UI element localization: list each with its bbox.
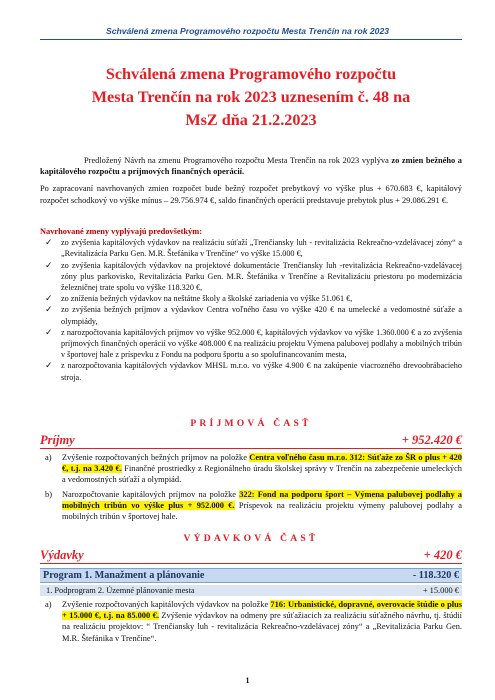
list-item: ✓ zo zvýšenia kapitálových výdavkov na realizáciu súťaží „Trenčiansky luh - revitalizácia Rekreačno-vzdelávacej zóny“ a „Revitalizácia Parku Gen. M.R. Štefánika v Trenčíne“ vo výške 15.000 €, bbox=[45, 237, 462, 259]
list-item: ✓ zo zníženia bežných výdavkov na neštátne školy a školské zariadenia vo výške 51.061 €, bbox=[45, 293, 353, 304]
expense-total-value: + 420 € bbox=[423, 548, 462, 562]
title-line: Schválená zmena Programového rozpočtu bbox=[105, 65, 397, 83]
check-bullet-icon: ✓ bbox=[45, 237, 53, 248]
expense-list bbox=[40, 599, 462, 644]
intro-paragraph-2: Po zapracovaní navrhovaných zmien rozpočet bude bežný rozpočet prebytkový vo výške plus + 670.683 €, kapitálový rozpočet schodkový vo výške mínus – 29.756.974 €, saldo finančných operácií predstavuje prebytok plus + 29.086.291 €. bbox=[40, 184, 462, 205]
changes-list bbox=[40, 237, 462, 383]
check-bullet-icon: ✓ bbox=[45, 304, 53, 315]
intro-paragraph-1 bbox=[40, 155, 462, 177]
check-bullet-icon: ✓ bbox=[45, 293, 53, 304]
expense-section-heading: VÝDAVKOVÁ ČASŤ bbox=[183, 533, 319, 544]
expense-total-row bbox=[40, 548, 462, 564]
podprogram-label: 1. Podprogram 2. Územné plánovanie mesta bbox=[46, 586, 195, 595]
revenue-items bbox=[40, 452, 462, 522]
revenue-total-value: + 952.420 € bbox=[401, 433, 462, 447]
podprogram-row bbox=[40, 585, 462, 596]
list-item: ✓ z narozpočtovania kapitálových výdavkov MHSL m.r.o. vo výške 4.900 € na zakúpenie viacrozného drevoobrábacieho stroja. bbox=[45, 360, 462, 382]
list-item: ✓ zo zvýšenia kapitálových výdavkov na projektové dokumentácie Trenčiansky luh -revitalizácia Rekreačno-vzdelávacej zóny plus parkovisko, Revitalizácia Parku Gen. M.R. Štefánika v Trenčíne a Revitalizáciu priestoru po modernizácia železničnej trate spolu vo výške 118.320 €, bbox=[45, 259, 462, 293]
list-item: ✓ z narozpočtovania kapitálových príjmov vo výške 952.000 €, kapitálových výdavkov vo výške 1.360.000 € a zo zvýšenia príjmových finančných operácií vo výške 408.000 € na realizáciu projektu Výmena palubovej podlahy a mobilných tribún v športovej hale z príspevku z Fondu na podporu športu a so spolufinancovaním mesta, bbox=[45, 326, 462, 360]
list-item: a) Zvýšenie rozpočtovaných kapitálových výdavkov na položke 716: Urbanistické, dopravné, overovacie štúdie o plus + 15.000 €, t.j. na 85.000 €. Zvýšenie výdavkov na odmeny pre súťažiacich za realizáciu súťažného návrhu, tj. štúdií na realizáciu projektov: “ Trenčiansky luh - revitalizácia Rekreačno-vzdelávacej zóny“ a „Revitalizácia Parku Gen. M.R. Štefánika v Trenčíne“. bbox=[45, 600, 462, 643]
intro-text: Predložený Návrh na zmenu Programového rozpočtu Mesta Trenčín na rok 2023 vyplýva bbox=[84, 156, 392, 165]
list-item: ✓ zo zvýšenia bežných príjmov a výdavkov Centra voľného času vo výške 420 € na umelecké a vedomostné súťaže a olympiády, bbox=[45, 304, 462, 326]
page-number: 1 bbox=[245, 676, 250, 685]
revenue-total-label: Príjmy bbox=[40, 433, 75, 447]
changes-section bbox=[40, 226, 462, 383]
revenue-total-row bbox=[40, 433, 462, 449]
title-line: Mesta Trenčín na rok 2023 uznesením č. 48 na bbox=[91, 88, 411, 106]
check-bullet-icon: ✓ bbox=[45, 360, 53, 371]
program-label: Program 1. Manažment a plánovanie bbox=[43, 570, 205, 581]
intro-section bbox=[40, 155, 462, 206]
intro-bold-text: zo zmien bežného a kapitálového rozpočtu a príjmových finančných operácií. bbox=[40, 156, 462, 177]
header-rule bbox=[40, 39, 462, 40]
title-line: MsZ dňa 21.2.2023 bbox=[185, 111, 317, 129]
program-row bbox=[40, 568, 462, 583]
list-item: a) Zvýšenie rozpočtovaných bežných príjmov na položke Centra voľného času m.r.o. 312: Súťaže zo ŠR o plus + 420 €, t.j. na 3.420 €. Finančné prostriedky z Regionálneho úradu školskej správy v Trenčín na zabezpečenie umeleckých a vedomostných súťaží a olympiád. bbox=[45, 453, 462, 485]
expense-items bbox=[40, 599, 462, 644]
changes-heading: Navrhované zmeny vyplývajú predovšetkým: bbox=[40, 227, 202, 236]
podprogram-value: + 15.000 € bbox=[422, 586, 459, 595]
running-header: Schválená zmena Programového rozpočtu Mesta Trenčín na rok 2023 bbox=[105, 26, 390, 36]
list-item: b) Narozpočtovanie kapitálových príjmov na položke 322: Fond na podporu šport – Výmena palubovej podlahy a mobilných tribún vo výške plus + 952.000 €. Príspevok na realizáciu projektu výmeny palubovej podlahy a mobilných tribún v športovej hale. bbox=[45, 489, 462, 522]
check-bullet-icon: ✓ bbox=[45, 259, 53, 270]
revenue-section-heading: PRÍJMOVÁ ČASŤ bbox=[190, 418, 312, 429]
document-title bbox=[40, 63, 462, 132]
program-value: - 118.320 € bbox=[412, 570, 459, 581]
expense-total-label: Výdavky bbox=[40, 548, 84, 562]
check-bullet-icon: ✓ bbox=[45, 326, 53, 337]
revenue-list bbox=[40, 452, 462, 522]
